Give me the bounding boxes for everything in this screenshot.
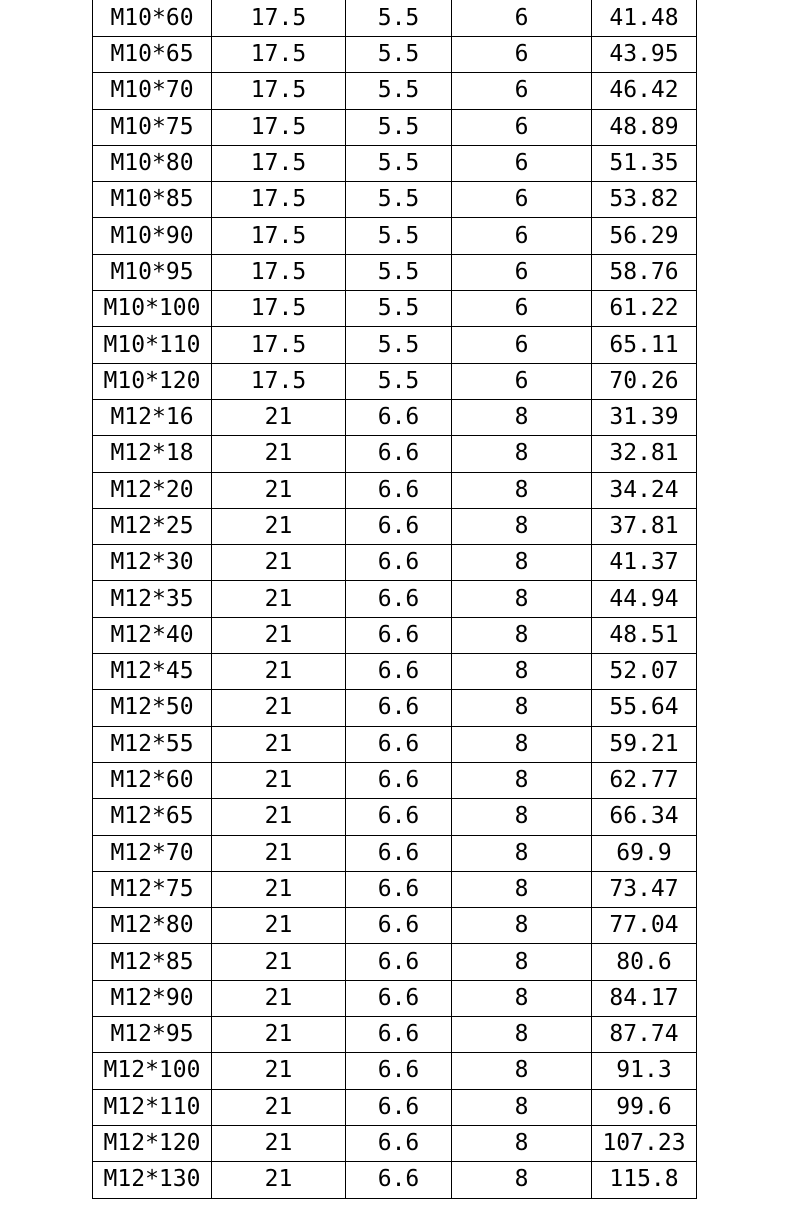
key-size-cell: 6	[452, 109, 592, 145]
weight-cell: 107.23	[592, 1125, 697, 1161]
head-height-cell: 6.6	[346, 762, 452, 798]
head-diameter-cell: 21	[212, 472, 346, 508]
key-size-cell: 8	[452, 1162, 592, 1198]
table-row	[93, 399, 697, 435]
head-height-cell: 6.6	[346, 617, 452, 653]
table-row	[93, 799, 697, 835]
table-row	[93, 1017, 697, 1053]
head-diameter-cell: 21	[212, 980, 346, 1016]
table-row	[93, 908, 697, 944]
head-height-cell: 6.6	[346, 436, 452, 472]
head-height-cell: 6.6	[346, 399, 452, 435]
key-size-cell: 8	[452, 762, 592, 798]
weight-cell: 51.35	[592, 145, 697, 181]
head-diameter-cell: 21	[212, 654, 346, 690]
table-row	[93, 254, 697, 290]
table-row	[93, 436, 697, 472]
key-size-cell: 6	[452, 291, 592, 327]
weight-cell: 87.74	[592, 1017, 697, 1053]
table-row	[93, 690, 697, 726]
head-diameter-cell: 17.5	[212, 109, 346, 145]
table-row	[93, 545, 697, 581]
head-height-cell: 5.5	[346, 73, 452, 109]
table-row	[93, 291, 697, 327]
table-row	[93, 73, 697, 109]
head-height-cell: 6.6	[346, 581, 452, 617]
weight-cell: 69.9	[592, 835, 697, 871]
head-diameter-cell: 21	[212, 908, 346, 944]
head-diameter-cell: 21	[212, 690, 346, 726]
size-cell: M10*95	[93, 254, 212, 290]
weight-cell: 84.17	[592, 980, 697, 1016]
table-row	[93, 1162, 697, 1198]
key-size-cell: 6	[452, 37, 592, 73]
size-cell: M12*80	[93, 908, 212, 944]
key-size-cell: 6	[452, 182, 592, 218]
head-diameter-cell: 17.5	[212, 145, 346, 181]
head-height-cell: 6.6	[346, 1125, 452, 1161]
weight-cell: 34.24	[592, 472, 697, 508]
weight-cell: 31.39	[592, 399, 697, 435]
key-size-cell: 6	[452, 145, 592, 181]
key-size-cell: 8	[452, 799, 592, 835]
head-height-cell: 6.6	[346, 690, 452, 726]
table-row	[93, 145, 697, 181]
size-cell: M10*70	[93, 73, 212, 109]
head-diameter-cell: 21	[212, 944, 346, 980]
head-height-cell: 6.6	[346, 726, 452, 762]
head-diameter-cell: 17.5	[212, 327, 346, 363]
weight-cell: 46.42	[592, 73, 697, 109]
size-cell: M12*130	[93, 1162, 212, 1198]
head-diameter-cell: 21	[212, 762, 346, 798]
table-row	[93, 0, 697, 37]
table-row	[93, 581, 697, 617]
key-size-cell: 8	[452, 617, 592, 653]
head-height-cell: 6.6	[346, 472, 452, 508]
table-row	[93, 472, 697, 508]
head-height-cell: 6.6	[346, 1089, 452, 1125]
head-diameter-cell: 17.5	[212, 254, 346, 290]
size-cell: M10*65	[93, 37, 212, 73]
size-cell: M12*110	[93, 1089, 212, 1125]
weight-cell: 37.81	[592, 508, 697, 544]
size-cell: M12*95	[93, 1017, 212, 1053]
weight-cell: 80.6	[592, 944, 697, 980]
weight-cell: 41.37	[592, 545, 697, 581]
weight-cell: 56.29	[592, 218, 697, 254]
head-height-cell: 5.5	[346, 182, 452, 218]
size-cell: M10*120	[93, 363, 212, 399]
weight-cell: 61.22	[592, 291, 697, 327]
weight-cell: 32.81	[592, 436, 697, 472]
size-cell: M12*25	[93, 508, 212, 544]
size-cell: M10*90	[93, 218, 212, 254]
head-height-cell: 6.6	[346, 508, 452, 544]
key-size-cell: 8	[452, 399, 592, 435]
size-cell: M10*75	[93, 109, 212, 145]
key-size-cell: 6	[452, 0, 592, 37]
table-row	[93, 508, 697, 544]
weight-cell: 77.04	[592, 908, 697, 944]
table-row	[93, 109, 697, 145]
key-size-cell: 8	[452, 545, 592, 581]
key-size-cell: 8	[452, 654, 592, 690]
head-diameter-cell: 21	[212, 436, 346, 472]
key-size-cell: 8	[452, 508, 592, 544]
table-row	[93, 1053, 697, 1089]
weight-cell: 70.26	[592, 363, 697, 399]
key-size-cell: 8	[452, 1125, 592, 1161]
key-size-cell: 8	[452, 436, 592, 472]
weight-cell: 59.21	[592, 726, 697, 762]
size-cell: M12*35	[93, 581, 212, 617]
weight-cell: 58.76	[592, 254, 697, 290]
head-diameter-cell: 17.5	[212, 37, 346, 73]
weight-cell: 99.6	[592, 1089, 697, 1125]
size-cell: M12*60	[93, 762, 212, 798]
table-row	[93, 1125, 697, 1161]
head-height-cell: 5.5	[346, 291, 452, 327]
head-diameter-cell: 21	[212, 581, 346, 617]
weight-cell: 52.07	[592, 654, 697, 690]
key-size-cell: 8	[452, 1089, 592, 1125]
key-size-cell: 8	[452, 690, 592, 726]
table-row	[93, 944, 697, 980]
head-height-cell: 6.6	[346, 944, 452, 980]
head-height-cell: 5.5	[346, 254, 452, 290]
head-diameter-cell: 21	[212, 1089, 346, 1125]
size-cell: M12*70	[93, 835, 212, 871]
spec-table	[92, 0, 697, 1199]
weight-cell: 62.77	[592, 762, 697, 798]
weight-cell: 115.8	[592, 1162, 697, 1198]
weight-cell: 48.51	[592, 617, 697, 653]
weight-cell: 73.47	[592, 871, 697, 907]
head-diameter-cell: 21	[212, 1017, 346, 1053]
table-row	[93, 218, 697, 254]
key-size-cell: 6	[452, 363, 592, 399]
head-height-cell: 5.5	[346, 0, 452, 37]
head-height-cell: 5.5	[346, 37, 452, 73]
size-cell: M12*85	[93, 944, 212, 980]
head-height-cell: 6.6	[346, 799, 452, 835]
size-cell: M10*100	[93, 291, 212, 327]
size-cell: M12*20	[93, 472, 212, 508]
weight-cell: 91.3	[592, 1053, 697, 1089]
size-cell: M12*18	[93, 436, 212, 472]
head-height-cell: 5.5	[346, 218, 452, 254]
table-row	[93, 617, 697, 653]
table-row	[93, 654, 697, 690]
head-height-cell: 5.5	[346, 145, 452, 181]
size-cell: M12*75	[93, 871, 212, 907]
size-cell: M12*50	[93, 690, 212, 726]
head-height-cell: 5.5	[346, 109, 452, 145]
head-diameter-cell: 17.5	[212, 291, 346, 327]
size-cell: M12*90	[93, 980, 212, 1016]
head-diameter-cell: 21	[212, 617, 346, 653]
key-size-cell: 8	[452, 726, 592, 762]
key-size-cell: 6	[452, 73, 592, 109]
key-size-cell: 8	[452, 472, 592, 508]
table-row	[93, 726, 697, 762]
weight-cell: 48.89	[592, 109, 697, 145]
size-cell: M10*80	[93, 145, 212, 181]
key-size-cell: 8	[452, 1053, 592, 1089]
head-diameter-cell: 21	[212, 1162, 346, 1198]
table-row	[93, 182, 697, 218]
head-diameter-cell: 21	[212, 1125, 346, 1161]
head-diameter-cell: 21	[212, 545, 346, 581]
head-diameter-cell: 21	[212, 399, 346, 435]
key-size-cell: 8	[452, 1017, 592, 1053]
size-cell: M12*16	[93, 399, 212, 435]
size-cell: M12*55	[93, 726, 212, 762]
head-height-cell: 6.6	[346, 1017, 452, 1053]
weight-cell: 66.34	[592, 799, 697, 835]
table-row	[93, 37, 697, 73]
key-size-cell: 8	[452, 980, 592, 1016]
weight-cell: 53.82	[592, 182, 697, 218]
table-row	[93, 980, 697, 1016]
head-diameter-cell: 21	[212, 726, 346, 762]
size-cell: M10*110	[93, 327, 212, 363]
key-size-cell: 6	[452, 327, 592, 363]
table-row	[93, 327, 697, 363]
key-size-cell: 8	[452, 581, 592, 617]
head-diameter-cell: 21	[212, 835, 346, 871]
head-height-cell: 6.6	[346, 1162, 452, 1198]
head-height-cell: 6.6	[346, 871, 452, 907]
size-cell: M10*60	[93, 0, 212, 37]
head-diameter-cell: 17.5	[212, 218, 346, 254]
key-size-cell: 8	[452, 944, 592, 980]
head-height-cell: 6.6	[346, 1053, 452, 1089]
table-row	[93, 363, 697, 399]
head-diameter-cell: 21	[212, 1053, 346, 1089]
table-row	[93, 871, 697, 907]
weight-cell: 55.64	[592, 690, 697, 726]
size-cell: M12*65	[93, 799, 212, 835]
size-cell: M12*100	[93, 1053, 212, 1089]
size-cell: M10*85	[93, 182, 212, 218]
size-cell: M12*30	[93, 545, 212, 581]
head-height-cell: 5.5	[346, 363, 452, 399]
key-size-cell: 8	[452, 835, 592, 871]
weight-cell: 43.95	[592, 37, 697, 73]
head-height-cell: 6.6	[346, 835, 452, 871]
spec-table-body	[93, 0, 697, 1198]
weight-cell: 41.48	[592, 0, 697, 37]
size-cell: M12*45	[93, 654, 212, 690]
table-row	[93, 762, 697, 798]
head-diameter-cell: 21	[212, 508, 346, 544]
weight-cell: 44.94	[592, 581, 697, 617]
weight-cell: 65.11	[592, 327, 697, 363]
key-size-cell: 8	[452, 908, 592, 944]
head-diameter-cell: 17.5	[212, 182, 346, 218]
head-diameter-cell: 17.5	[212, 363, 346, 399]
head-height-cell: 6.6	[346, 654, 452, 690]
head-diameter-cell: 21	[212, 871, 346, 907]
table-row	[93, 835, 697, 871]
key-size-cell: 6	[452, 218, 592, 254]
size-cell: M12*120	[93, 1125, 212, 1161]
key-size-cell: 8	[452, 871, 592, 907]
head-height-cell: 6.6	[346, 908, 452, 944]
head-diameter-cell: 17.5	[212, 0, 346, 37]
key-size-cell: 6	[452, 254, 592, 290]
size-cell: M12*40	[93, 617, 212, 653]
head-height-cell: 5.5	[346, 327, 452, 363]
table-row	[93, 1089, 697, 1125]
head-diameter-cell: 21	[212, 799, 346, 835]
head-height-cell: 6.6	[346, 980, 452, 1016]
head-height-cell: 6.6	[346, 545, 452, 581]
head-diameter-cell: 17.5	[212, 73, 346, 109]
